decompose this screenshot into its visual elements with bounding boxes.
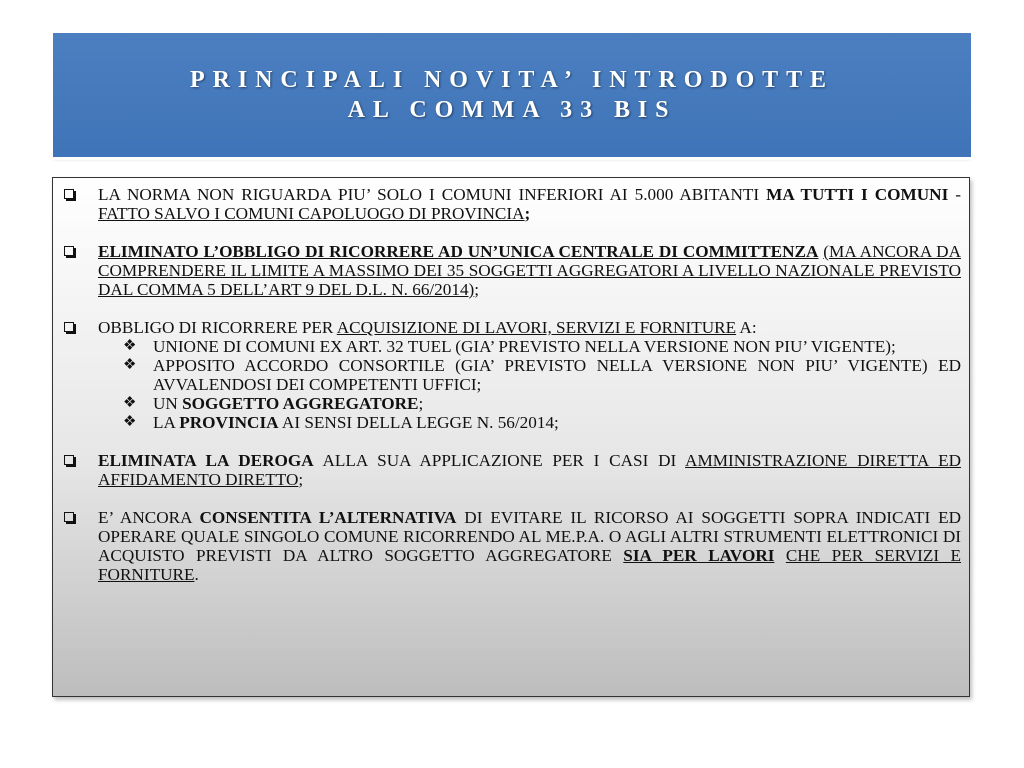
checkbox-bullet-icon xyxy=(64,189,74,199)
bullet-text: ELIMINATA LA DEROGA ALLA SUA APPLICAZIONE PER I CASI DI AMMINISTRAZIONE DIRETTA ED AFFIDAMENTO DIRETTO; xyxy=(98,451,961,489)
sub-bullet-text: LA PROVINCIA AI SENSI DELLA LEGGE N. 56/2014; xyxy=(153,413,559,432)
checkbox-bullet-icon xyxy=(64,512,74,522)
bullet-item-4 xyxy=(61,451,961,489)
bullet-item-5 xyxy=(61,508,961,584)
bullet-item-2 xyxy=(61,242,961,299)
four-diamond-icon: ❖ xyxy=(123,395,137,411)
sub-bullet-text: APPOSITO ACCORDO CONSORTILE (GIA’ PREVISTO NELLA VERSIONE NON PIU’ VIGENTE) ED AVVALENDOSI DEI COMPETENTI UFFICI; xyxy=(153,356,961,394)
checkbox-bullet-icon xyxy=(64,246,74,256)
checkbox-bullet-icon xyxy=(64,322,74,332)
slide-title-line-1: PRINCIPALI NOVITA’ INTRODOTTE xyxy=(190,67,834,93)
bullet-text: LA NORMA NON RIGUARDA PIU’ SOLO I COMUNI INFERIORI AI 5.000 ABITANTI MA TUTTI I COMUNI - FATTO SALVO I COMUNI CAPOLUOGO DI PROVINCIA; xyxy=(98,185,961,223)
bullet-text: ELIMINATO L’OBBLIGO DI RICORRERE AD UN’UNICA CENTRALE DI COMMITTENZA (MA ANCORA DA COMPRENDERE IL LIMITE A MASSIMO DEI 35 SOGGETTI AGGREGATORI A LIVELLO NAZIONALE PREVISTO DAL COMMA 5 DELL’ART 9 DEL D.L. N. 66/2014); xyxy=(98,242,961,299)
checkbox-bullet-icon xyxy=(64,455,74,465)
four-diamond-icon: ❖ xyxy=(123,338,137,354)
bullet-text: OBBLIGO DI RICORRERE PER ACQUISIZIONE DI LAVORI, SERVIZI E FORNITURE A: xyxy=(98,318,757,337)
four-diamond-icon: ❖ xyxy=(123,414,137,430)
sub-bullet-item-1 xyxy=(123,337,961,356)
slide-title-banner xyxy=(53,33,971,157)
sub-bullet-text: UN SOGGETTO AGGREGATORE; xyxy=(153,394,424,413)
bullet-item-3 xyxy=(61,318,961,337)
sub-bullet-text: UNIONE DI COMUNI EX ART. 32 TUEL (GIA’ PREVISTO NELLA VERSIONE NON PIU’ VIGENTE); xyxy=(153,337,896,356)
content-panel xyxy=(52,177,970,697)
four-diamond-icon: ❖ xyxy=(123,357,137,373)
slide-title-line-2: AL COMMA 33 BIS xyxy=(347,97,677,123)
bullet-text: E’ ANCORA CONSENTITA L’ALTERNATIVA DI EVITARE IL RICORSO AI SOGGETTI SOPRA INDICATI ED OPERARE QUALE SINGOLO COMUNE RICORRENDO AL ME.P.A. O AGLI ALTRI STRUMENTI ELETTRONICI DI ACQUISTO PREVISTI DA ALTRO SOGGETTO AGGREGATORE SIA PER LAVORI CHE PER SERVIZI E FORNITURE. xyxy=(98,508,961,584)
bullet-item-1 xyxy=(61,185,961,223)
sub-bullet-item-3 xyxy=(123,394,961,413)
sub-bullet-item-4 xyxy=(123,413,961,432)
sub-bullet-item-2 xyxy=(123,356,961,394)
